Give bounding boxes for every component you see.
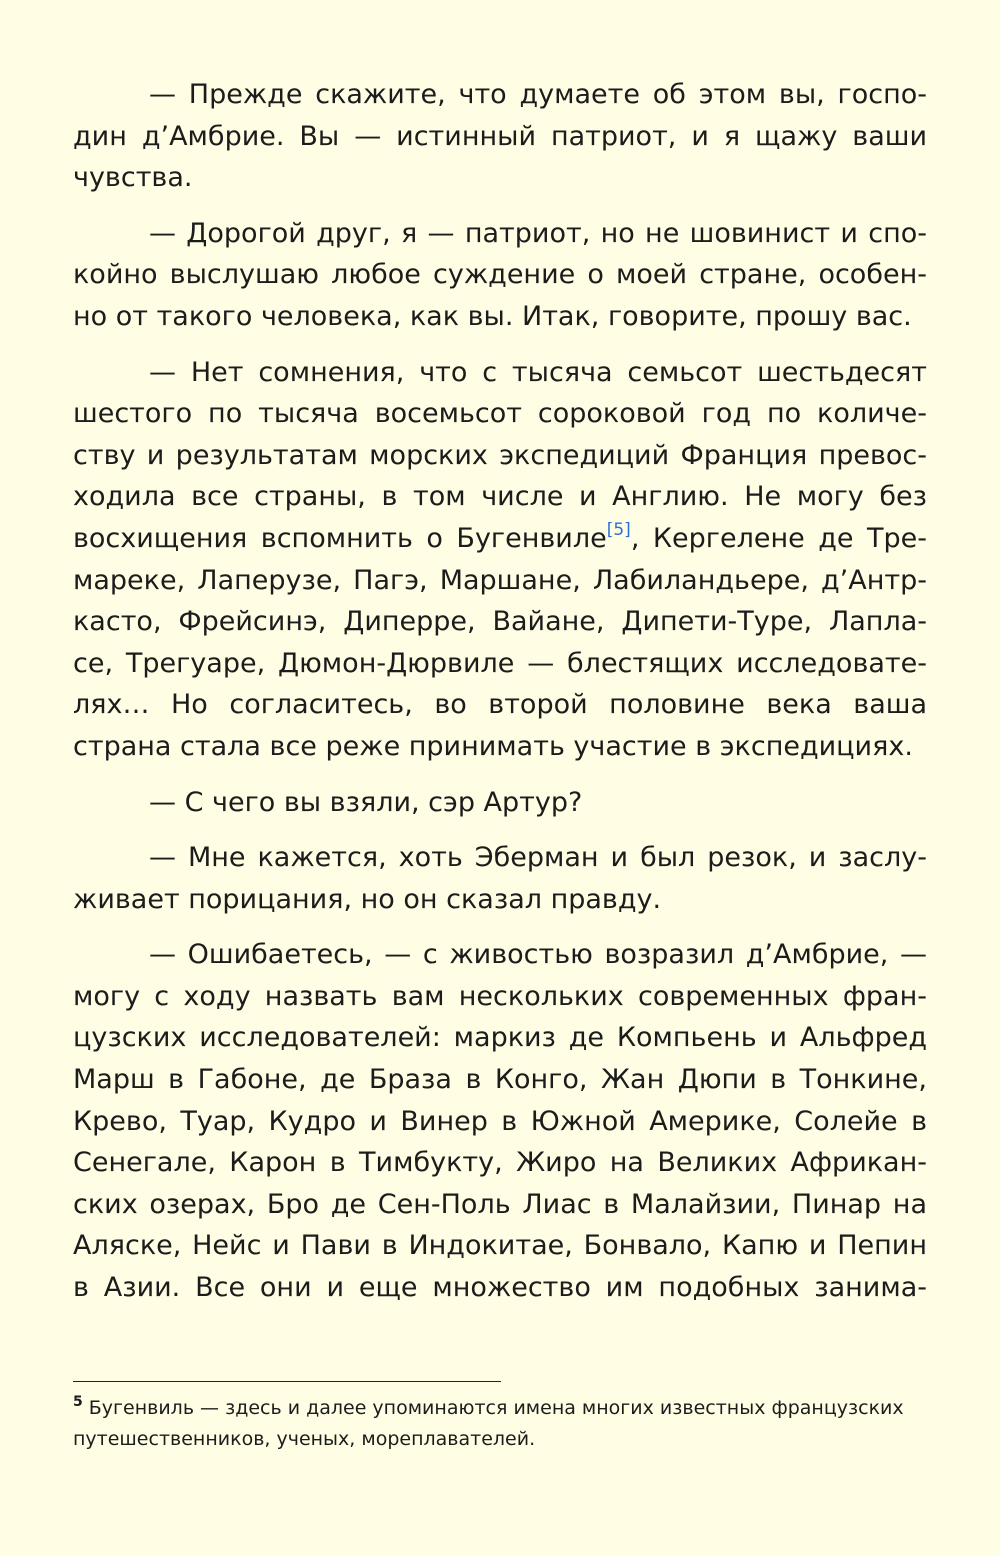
text-segment: восхищения вспомнить о Бугенвиле bbox=[73, 522, 607, 554]
paragraph-2 bbox=[73, 213, 927, 338]
footnote-text: Бугенвиль — здесь и далее упоминаются имена многих известных французских bbox=[88, 1397, 904, 1419]
paragraph-3 bbox=[73, 352, 927, 768]
text-line: ходила все страны, в том числе и Англию. Не могу без bbox=[73, 481, 927, 513]
footnote-line bbox=[73, 1393, 927, 1424]
footnote-number: 5 bbox=[73, 1394, 83, 1410]
text-line: живает порицания, но он сказал правду. bbox=[73, 883, 662, 915]
paragraph-1 bbox=[73, 74, 927, 199]
text-line: в Азии. Все они и еще множество им подобных занима- bbox=[73, 1272, 927, 1304]
text-line: — Мне кажется, хоть Эберман и был резок, и заслу- bbox=[149, 842, 927, 874]
text-line: ству и результатам морских экспедиций Франция превос- bbox=[73, 439, 927, 471]
paragraph-4 bbox=[73, 782, 927, 824]
text-line: могу с ходу назвать вам нескольких современных фран- bbox=[73, 980, 927, 1012]
text-line: се, Трегуаре, Дюмон-Дюрвиле — блестящих исследовате- bbox=[73, 647, 927, 679]
text-line: Аляске, Нейс и Пави в Индокитае, Бонвало, Капю и Пепин bbox=[73, 1230, 927, 1262]
text-line: — Дорогой друг, я — патриот, но не шовинист и спо- bbox=[149, 217, 927, 249]
footnote bbox=[73, 1393, 927, 1455]
text-segment: , Кергелене де Тре- bbox=[630, 522, 927, 554]
text-line: — Прежде скажите, что думаете об этом вы, госпо- bbox=[149, 79, 927, 110]
paragraph-6 bbox=[73, 934, 927, 1308]
paragraph-5 bbox=[73, 837, 927, 920]
text-line: лях… Но согласитесь, во второй половине века ваша bbox=[73, 689, 927, 721]
text-line: койно выслушаю любое суждение о моей стране, особен- bbox=[73, 259, 927, 291]
text-line: страна стала все реже принимать участие в экспедициях. bbox=[73, 730, 913, 762]
text-line: шестого по тысяча восемьсот сороковой год по количе- bbox=[73, 398, 927, 430]
text-line: — С чего вы взяли, сэр Артур? bbox=[149, 786, 583, 818]
footnote-line: путешественников, ученых, мореплавателей. bbox=[73, 1428, 536, 1450]
text-line-with-footnote bbox=[73, 518, 927, 560]
text-line: цузских исследователей: маркиз де Компьень и Альфред bbox=[73, 1022, 927, 1054]
text-line: ских озерах, Бро де Сен-Поль Лиас в Малайзии, Пинар на bbox=[73, 1188, 927, 1220]
footnote-divider bbox=[73, 1381, 501, 1382]
text-line: Сенегале, Карон в Тимбукту, Жиро на Великих Африкан- bbox=[73, 1147, 927, 1179]
text-line: чувства. bbox=[73, 162, 193, 194]
footnote-reference-link[interactable]: [5] bbox=[606, 519, 631, 540]
text-line: — Нет сомнения, что с тысяча семьсот шестьдесят bbox=[149, 356, 927, 388]
page-body bbox=[73, 74, 927, 1323]
text-line: Марш в Габоне, де Браза в Конго, Жан Дюпи в Тонкине, bbox=[73, 1064, 927, 1096]
text-line: касто, Фрейсинэ, Диперре, Вайане, Дипети-Туре, Лапла- bbox=[73, 606, 927, 638]
text-line: Крево, Туар, Кудро и Винер в Южной Америке, Солейе в bbox=[73, 1105, 927, 1137]
text-line: мареке, Лаперузе, Пагэ, Маршане, Лабиландьере, д’Антр- bbox=[73, 564, 927, 596]
text-line: дин д’Амбрие. Вы — истинный патриот, и я щажу ваши bbox=[73, 120, 927, 152]
text-line: но от такого человека, как вы. Итак, говорите, прошу вас. bbox=[73, 300, 912, 332]
text-line: — Ошибаетесь, — с живостью возразил д’Амбрие, — bbox=[149, 939, 927, 971]
